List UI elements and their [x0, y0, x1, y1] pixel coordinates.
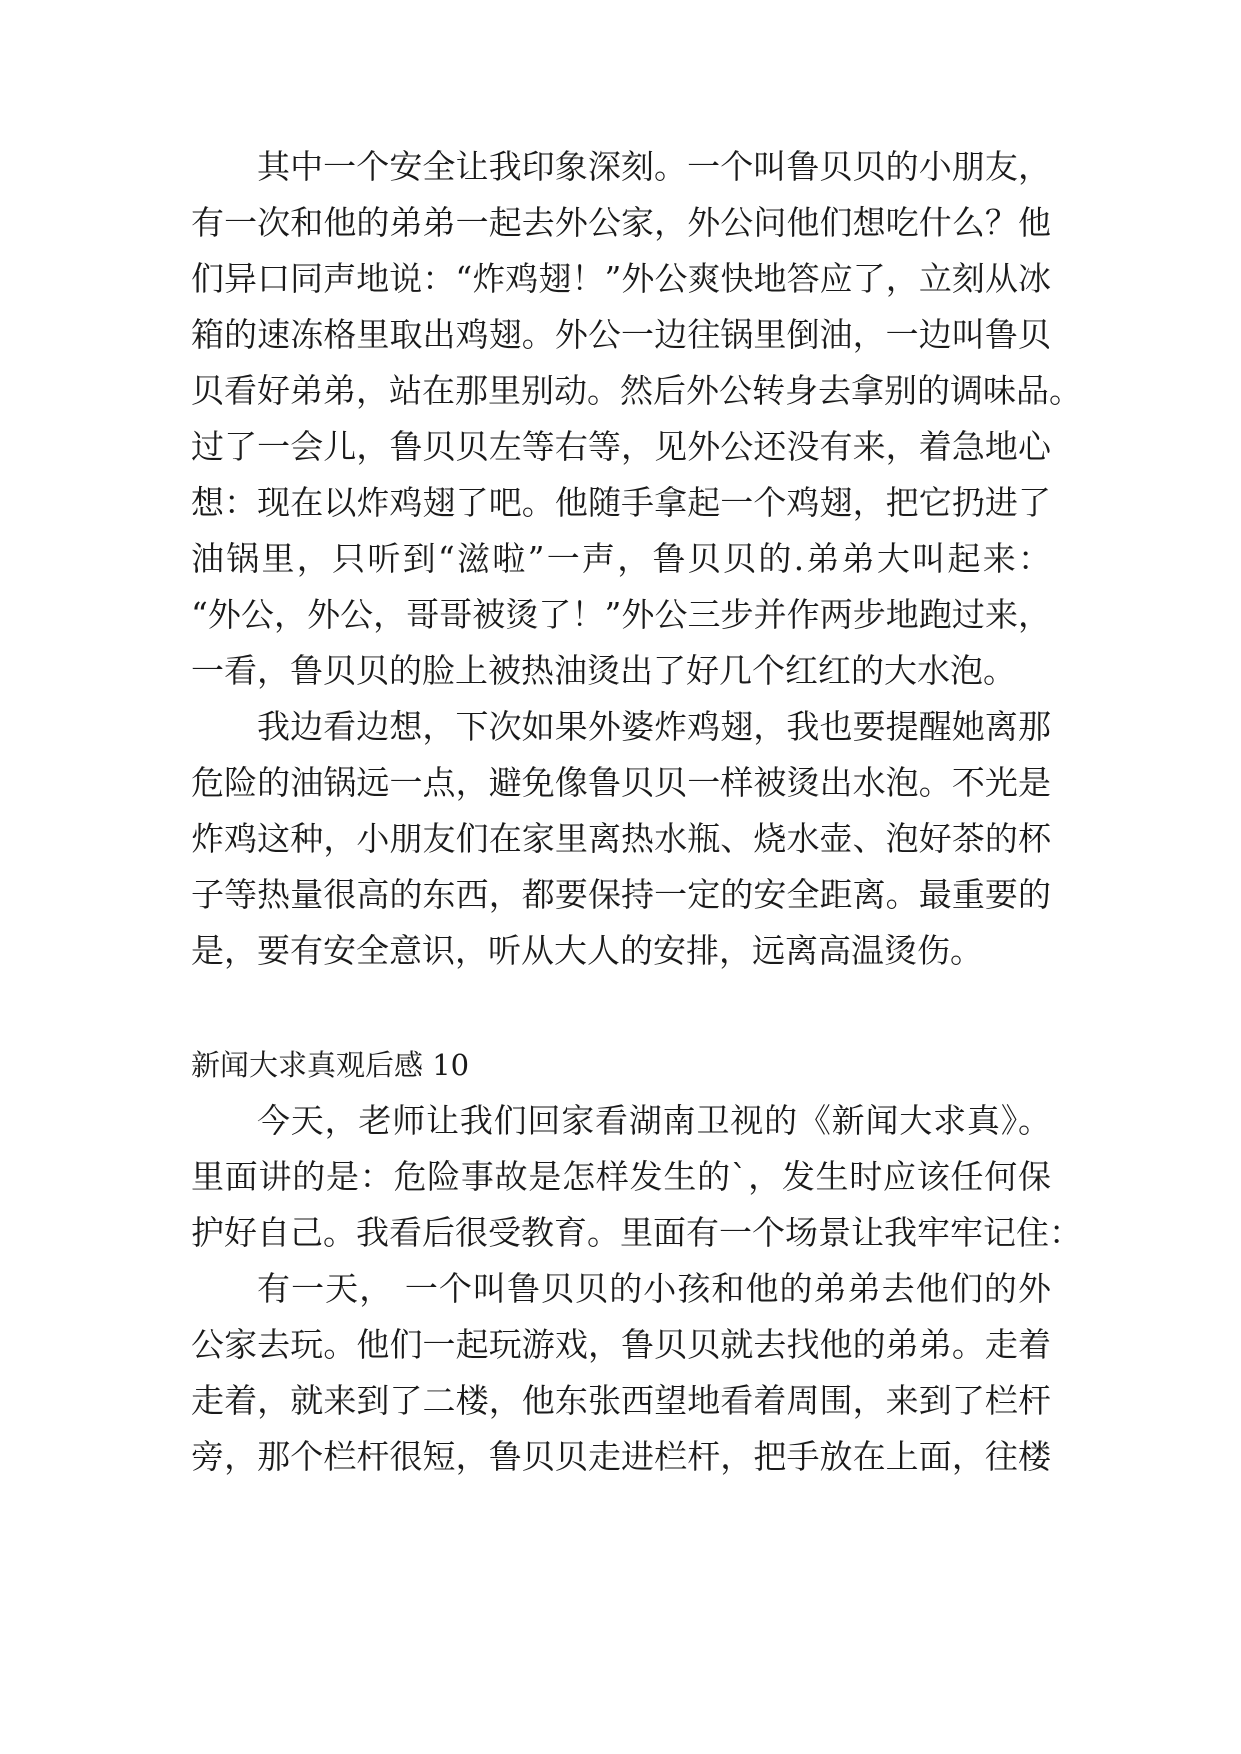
paragraph-line: 里面讲的是：危险事故是怎样发生的`，发生时应该任何保 — [191, 1157, 1051, 1196]
paragraph-line: 旁，那个栏杆很短，鲁贝贝走进栏杆，把手放在上面，往楼 — [191, 1437, 1051, 1476]
paragraph-line: 有一天， 一个叫鲁贝贝的小孩和他的弟弟去他们的外 — [257, 1269, 1051, 1308]
paragraph-line: 危险的油锅远一点，避免像鲁贝贝一样被烫出水泡。不光是 — [191, 763, 1051, 802]
paragraph-line: 其中一个安全让我印象深刻。一个叫鲁贝贝的小朋友， — [257, 147, 1051, 186]
paragraph-line: 有一次和他的弟弟一起去外公家，外公问他们想吃什么？他 — [191, 203, 1051, 242]
paragraph-line: 是，要有安全意识，听从大人的安排，远离高温烫伤。 — [191, 931, 983, 970]
paragraph-line: 油锅里，只听到“滋啦”一声，鲁贝贝的.弟弟大叫起来： — [191, 539, 1051, 578]
paragraph-line: 我边看边想，下次如果外婆炸鸡翅，我也要提醒她离那 — [257, 707, 1051, 746]
paragraph-line: 走着，就来到了二楼，他东张西望地看着周围，来到了栏杆 — [191, 1381, 1051, 1420]
paragraph-line: 们异口同声地说：“炸鸡翅！”外公爽快地答应了，立刻从冰 — [191, 259, 1051, 298]
paragraph-line: 一看，鲁贝贝的脸上被热油烫出了好几个红红的大水泡。 — [191, 651, 1016, 690]
paragraph-line: 公家去玩。他们一起玩游戏，鲁贝贝就去找他的弟弟。走着 — [191, 1325, 1051, 1364]
paragraph-line: 炸鸡这种，小朋友们在家里离热水瓶、烧水壶、泡好茶的杯 — [191, 819, 1051, 858]
paragraph-line: 箱的速冻格里取出鸡翅。外公一边往锅里倒油，一边叫鲁贝 — [191, 315, 1051, 354]
paragraph-line: 过了一会儿，鲁贝贝左等右等，见外公还没有来，着急地心 — [191, 427, 1051, 466]
paragraph-line: “外公，外公，哥哥被烫了！”外公三步并作两步地跑过来， — [191, 595, 1051, 634]
paragraph-line: 子等热量很高的东西，都要保持一定的安全距离。最重要的 — [191, 875, 1051, 914]
paragraph-line: 想：现在以炸鸡翅了吧。他随手拿起一个鸡翅，把它扔进了 — [191, 483, 1051, 522]
paragraph-line: 今天，老师让我们回家看湖南卫视的《新闻大求真》。 — [257, 1101, 1051, 1140]
paragraph-line: 护好自己。我看后很受教育。里面有一个场景让我牢牢记住： — [191, 1213, 1082, 1252]
section-heading: 新闻大求真观后感 10 — [191, 1048, 470, 1082]
paragraph-line: 贝看好弟弟，站在那里别动。然后外公转身去拿别的调味品。 — [191, 371, 1082, 410]
